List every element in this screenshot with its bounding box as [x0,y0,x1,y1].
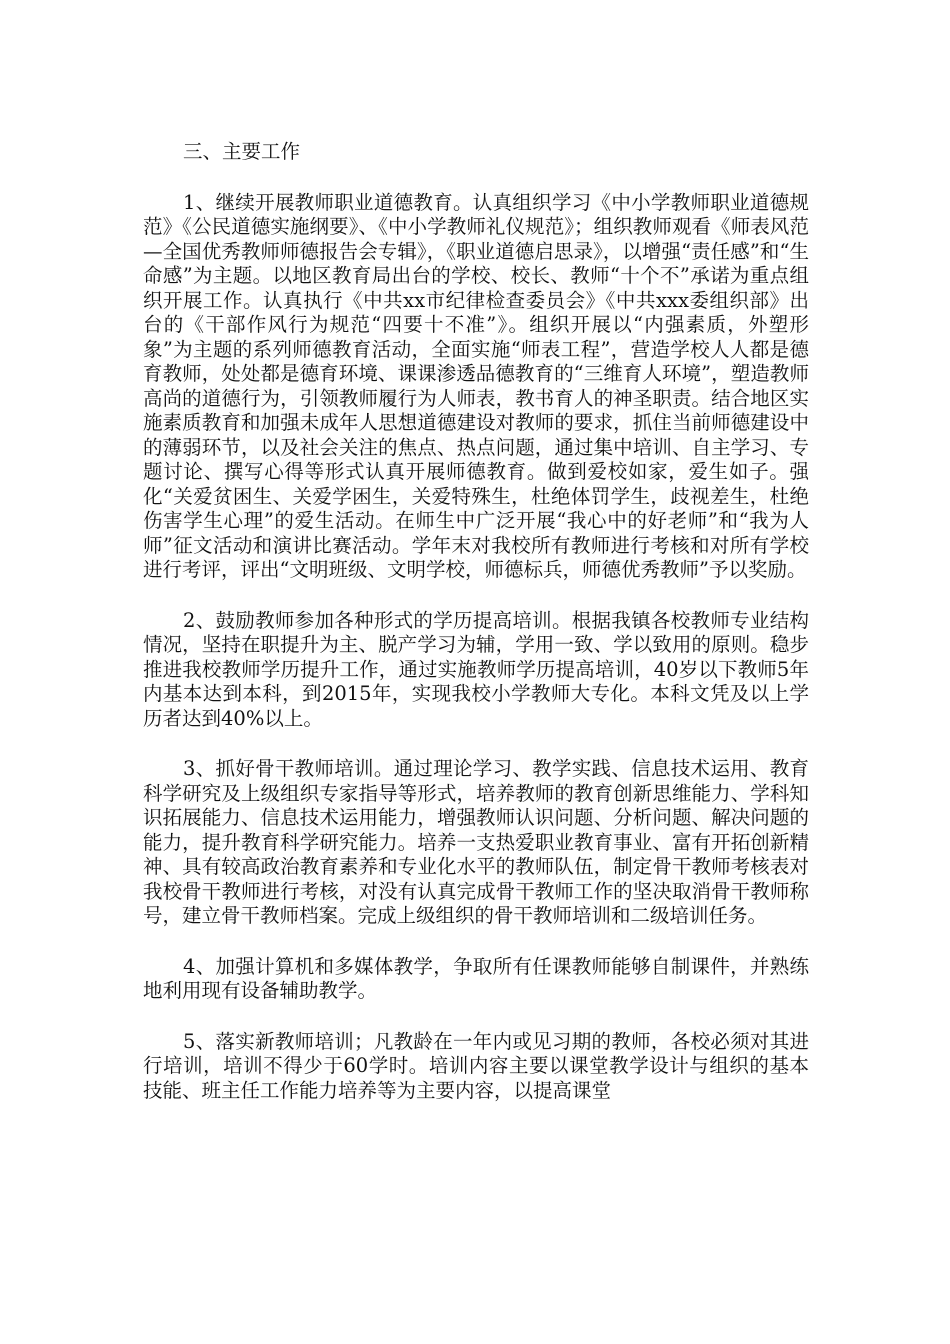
paragraph-1: 1、继续开展教师职业道德教育。认真组织学习《中小学教师职业道德规范》《公民道德实施纲要》、《中小学教师礼仪规范》；组织教师观看《师表风范—全国优秀教师师德报告会专辑》，《职业道德启思录》，以增强“责任感”和“生命感”为主题。以地区教育局出台的学校、校长、教师“十个不”承诺为重点组织开展工作。认真执行《中共xx市纪律检查委员会》《中共xxx委组织部》出台的《干部作风行为规范“四要十不准”》。组织开展以“内强素质，外塑形象”为主题的系列师德教育活动，全面实施“师表工程”，营造学校人人都是德育教师，处处都是德育环境、课课渗透品德教育的“三维育人环境”，塑造教师高尚的道德行为，引领教师履行为人师表，教书育人的神圣职责。结合地区实施素质教育和加强未成年人思想道德建设对教师的要求，抓住当前师德建设中的薄弱环节，以及社会关注的焦点、热点问题，通过集中培训、自主学习、专题讨论、撰写心得等形式认真开展师德教育。做到爱校如家，爱生如子。强化“关爱贫困生、关爱学困生，关爱特殊生，杜绝体罚学生，歧视差生，杜绝伤害学生心理”的爱生活动。在师生中广泛开展“我心中的好老师”和“我为人师”征文活动和演讲比赛活动。学年末对我校所有教师进行考核和对所有学校进行考评，评出“文明班级、文明学校，师德标兵，师德优秀教师”予以奖励。 [143,190,809,581]
document-body [143,140,809,1129]
paragraph-3: 3、抓好骨干教师培训。通过理论学习、教学实践、信息技术运用、教育科学研究及上级组织专家指导等形式，培养教师的教育创新思维能力、学科知识拓展能力、信息技术运用能力，增强教师认识问题、分析问题、解决问题的能力，提升教育科学研究能力。培养一支热爱职业教育事业、富有开拓创新精神、具有较高政治教育素养和专业化水平的教师队伍，制定骨干教师考核表对我校骨干教师进行考核，对没有认真完成骨干教师工作的坚决取消骨干教师称号，建立骨干教师档案。完成上级组织的骨干教师培训和二级培训任务。 [143,757,809,927]
paragraph-2: 2、鼓励教师参加各种形式的学历提高培训。根据我镇各校教师专业结构情况，坚持在职提升为主、脱产学习为辅，学用一致、学以致用的原则。稳步推进我校教师学历提升工作，通过实施教师学历提高培训，40岁以下教师5年内基本达到本科，到2015年，实现我校小学教师大专化。本科文凭及以上学历者达到40%以上。 [143,608,809,730]
paragraph-4: 4、加强计算机和多媒体教学，争取所有任课教师能够自制课件，并熟练地利用现有设备辅助教学。 [143,954,809,1002]
section-heading: 三、主要工作 [183,140,301,163]
paragraph-5: 5、落实新教师培训；凡教龄在一年内或见习期的教师，各校必须对其进行培训，培训不得少于60学时。培训内容主要以课堂教学设计与组织的基本技能、班主任工作能力培养等为主要内容，以提高课堂 [143,1029,809,1102]
